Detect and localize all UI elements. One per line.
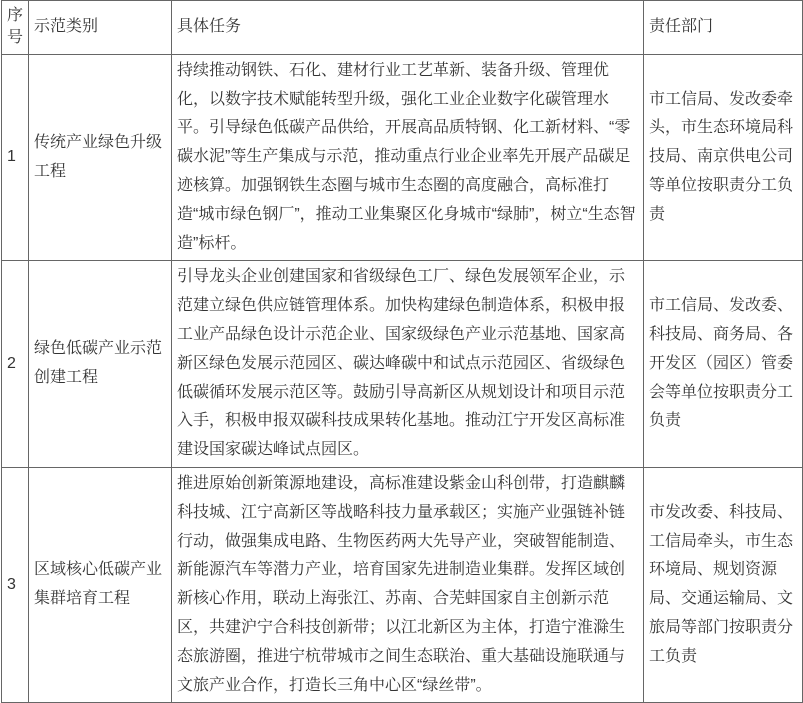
category-cell: 传统产业绿色升级工程 <box>29 54 172 261</box>
category-cell: 区域核心低碳产业集群培育工程 <box>29 467 172 702</box>
task-cell: 引导龙头企业创建国家和省级绿色工厂、绿色发展领军企业，示范建立绿色供应链管理体系。加快构建绿色制造体系，积极申报工业产品绿色设计示范企业、国家级绿色产业示范基地、国家高新区绿色发展示范园区、碳达峰碳中和试点示范园区、省级绿色低碳循环发展示范区等。鼓励引导高新区从规划设计和项目示范入手，积极申报双碳科技成果转化基地。推动江宁开发区高标准建设国家碳达峰试点园区。 <box>172 261 644 468</box>
row-number-cell: 1 <box>2 54 29 261</box>
header-cell-task: 具体任务 <box>172 1 644 55</box>
header-cell-no: 序号 <box>2 1 29 55</box>
table-row <box>2 467 803 702</box>
header-cell-department: 责任部门 <box>644 1 803 55</box>
header-cell-category: 示范类别 <box>29 1 172 55</box>
task-cell: 推进原始创新策源地建设，高标准建设紫金山科创带，打造麒麟科技城、江宁高新区等战略科技力量承载区；实施产业强链补链行动，做强集成电路、生物医药两大先导产业，突破智能制造、新能源汽车等潜力产业，培育国家先进制造业集群。发挥区域创新核心作用，联动上海张江、苏南、合芜蚌国家自主创新示范区，共建沪宁合科技创新带；以江北新区为主体，打造宁淮滁生态旅游圈，推进宁杭带城市之间生态联治、重大基础设施联通与文旅产业合作，打造长三角中心区“绿丝带”。 <box>172 467 644 702</box>
table-row <box>2 261 803 468</box>
row-number-cell: 3 <box>2 467 29 702</box>
task-cell: 持续推动钢铁、石化、建材行业工艺革新、装备升级、管理优化，以数字技术赋能转型升级，强化工业企业数字化碳管理水平。引导绿色低碳产品供给，开展高品质特钢、化工新材料、“零碳水泥”等生产集成与示范，推动重点行业企业率先开展产品碳足迹核算。加强钢铁生态圈与城市生态圈的高度融合，高标准打造“城市绿色钢厂”，推动工业集聚区化身城市“绿肺”，树立“生态智造”标杆。 <box>172 54 644 261</box>
department-cell: 市工信局、发改委牵头，市生态环境局科技局、南京供电公司等单位按职责分工负责 <box>644 54 803 261</box>
demonstration-projects-table <box>1 0 803 703</box>
table-row <box>2 54 803 261</box>
row-number-cell: 2 <box>2 261 29 468</box>
table-header-row <box>2 1 803 55</box>
category-cell: 绿色低碳产业示范创建工程 <box>29 261 172 468</box>
department-cell: 市工信局、发改委、科技局、商务局、各开发区（园区）管委会等单位按职责分工负责 <box>644 261 803 468</box>
department-cell: 市发改委、科技局、工信局牵头，市生态环境局、规划资源局、交通运输局、文旅局等部门按职责分工负责 <box>644 467 803 702</box>
